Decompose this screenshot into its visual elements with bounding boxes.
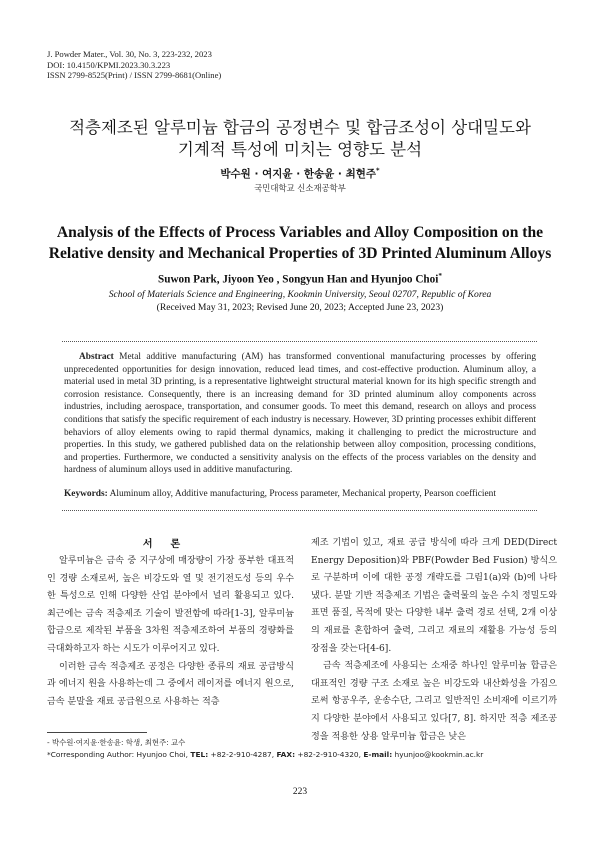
english-author-names: Suwon Park, Jiyoon Yeo , Songyun Han and Hyunjoo Choi [158, 273, 439, 286]
fax-label: FAX: [276, 750, 296, 759]
intro-paragraph-1: 알루미늄은 금속 중 지구상에 매장량이 가장 풍부한 대표적인 경량 소재로써, 높은 비강도와 열 및 전기전도성 등의 우수한 특성으로 인해 다양한 산업 분야에서 널리 활용되고 있다. 최근에는 금속 적층제조 기술이 발전함에 따라[1-3], 알루미늄 합금으로 제작된 부품을 3차원 적층제조하여 부품의 경량화를 극대화하고자 하는 시도가 이루어지고 있다. [47, 556, 294, 654]
english-title [0, 222, 600, 264]
journal-doi: DOI: 10.4150/KPMI.2023.30.3.223 [47, 59, 171, 70]
english-title-line1: Analysis of the Effects of Process Variables and Alloy Composition on the [56, 224, 544, 241]
fax-value: +82-2-910-4320, [297, 750, 361, 759]
email-value: hyunjoo@kookmin.ac.kr [394, 750, 484, 759]
footnotes [47, 737, 483, 761]
korean-corresponding-mark: * [376, 166, 380, 175]
korean-title-line1: 적층제조된 알루미늄 합금의 공정변수 및 합금조성이 상대밀도와 [69, 118, 531, 137]
korean-authors [0, 166, 600, 181]
right-column [311, 535, 557, 746]
abstract [64, 351, 536, 477]
keywords [64, 489, 536, 499]
journal-header [47, 49, 221, 81]
abstract-top-divider [62, 341, 537, 342]
journal-citation: J. Powder Mater., Vol. 30, No. 3, 223-232, 2023 [47, 49, 212, 59]
english-affiliation: School of Materials Science and Engineering, Kookmin University, Seoul 02707, Republic of Korea [108, 289, 492, 300]
footnote-divider [47, 732, 147, 733]
keywords-text: Aluminum alloy, Additive manufacturing, Process parameter, Mechanical property, Pearson coefficient [109, 489, 496, 499]
keywords-label: Keywords: [64, 489, 108, 499]
english-corresponding-mark: * [438, 272, 442, 280]
page-number: 223 [292, 787, 308, 797]
footnote-corresponding [47, 749, 483, 761]
email-label: E-mail: [363, 750, 393, 759]
korean-title [0, 117, 600, 161]
intro-paragraph-2: 이러한 금속 적층제조 공정은 다양한 종류의 재료 공급방식과 에너지 원을 사용하는데 그 중에서 레이저를 에너지 원으로, 금속 분말을 재료 공급원으로 사용하는 적층 [47, 661, 294, 707]
introduction-heading: 서론 [142, 539, 199, 550]
abstract-label: Abstract [79, 352, 114, 362]
footnote-authors: - 박수원·여지윤·한송윤: 학생, 최현주: 교수 [47, 738, 186, 747]
abstract-text: Metal additive manufacturing (AM) has transformed conventional manufacturing processes by offering unprecedented opportunities for design innovation, reduced lead times, and cost-effective production. Aluminum alloy, a material used in metal 3D printing, is a representative lightweight structural material known for its high specific strength and corrosion resistance. Consequently, there is an increasing demand for 3D printed aluminum alloy components across industries, including aerospace, transportation, and consumer goods. To meet this demand, research on alloys and process conditions that satisfy the specific requirement of each industry is necessary. However, 3D printing processes exhibit different behaviors of alloy elements owing to rapid thermal dynamics, making it challenging to predict the microstructure and properties. In this study, we gathered published data on the relationship between alloy composition, processing conditions, and properties. Furthermore, we conducted a sensitivity analysis on the effects of the process variables on the density and hardness of aluminum alloys used in additive manufacturing. [64, 352, 537, 476]
corresponding-author: *Corresponding Author: Hyunjoo Choi, [47, 750, 189, 759]
korean-author-names: 박수원 · 여지윤 · 한송윤 · 최현주 [220, 168, 377, 180]
intro-paragraph-4: 금속 적층제조에 사용되는 소재중 하나인 알루미늄 합금은 대표적인 경량 구조 소재로 높은 비강도와 내산화성을 가짐으로써 항공우주, 운송수단, 그리고 일반적인 소비재에 이르기까지 다양한 분야에서 사용되고 있다[7, 8]. 하지만 적층 제조공정을 적용한 상용 알루미늄 합금은 낮은 [311, 661, 557, 742]
tel-value: +82-2-910-4287, [210, 750, 275, 759]
tel-label: TEL: [190, 750, 209, 759]
received-dates: (Received May 31, 2023; Revised June 20, 2023; Accepted June 23, 2023) [156, 302, 444, 313]
intro-paragraph-3: 제조 기법이 있고, 재료 공급 방식에 따라 크게 DED(Direct Energy Deposition)와 PBF(Powder Bed Fusion) 방식으로 구분하며 이에 대한 공정 개략도를 그림1(a)와 (b)에 나타냈다. 분말 기반 적층제조 기법은 출력물의 높은 수치 정밀도와 표면 품질, 목적에 맞는 다양한 내부 출력 경로 선택, 2개 이상의 재료를 혼합하여 출력, 그리고 재료의 재활용 가능성 등의 장점을 갖는다[4-6]. [311, 538, 557, 654]
korean-title-line2: 기계적 특성에 미치는 영향도 분석 [177, 140, 423, 159]
abstract-bottom-divider [62, 510, 537, 511]
left-column [47, 553, 294, 711]
journal-issn: ISSN 2799-8525(Print) / ISSN 2799-8681(Online) [47, 70, 222, 81]
korean-affiliation: 국민대학교 신소재공학부 [254, 183, 346, 193]
english-title-line2: Relative density and Mechanical Properties of 3D Printed Aluminum Alloys [48, 245, 552, 262]
english-authors [0, 272, 600, 286]
